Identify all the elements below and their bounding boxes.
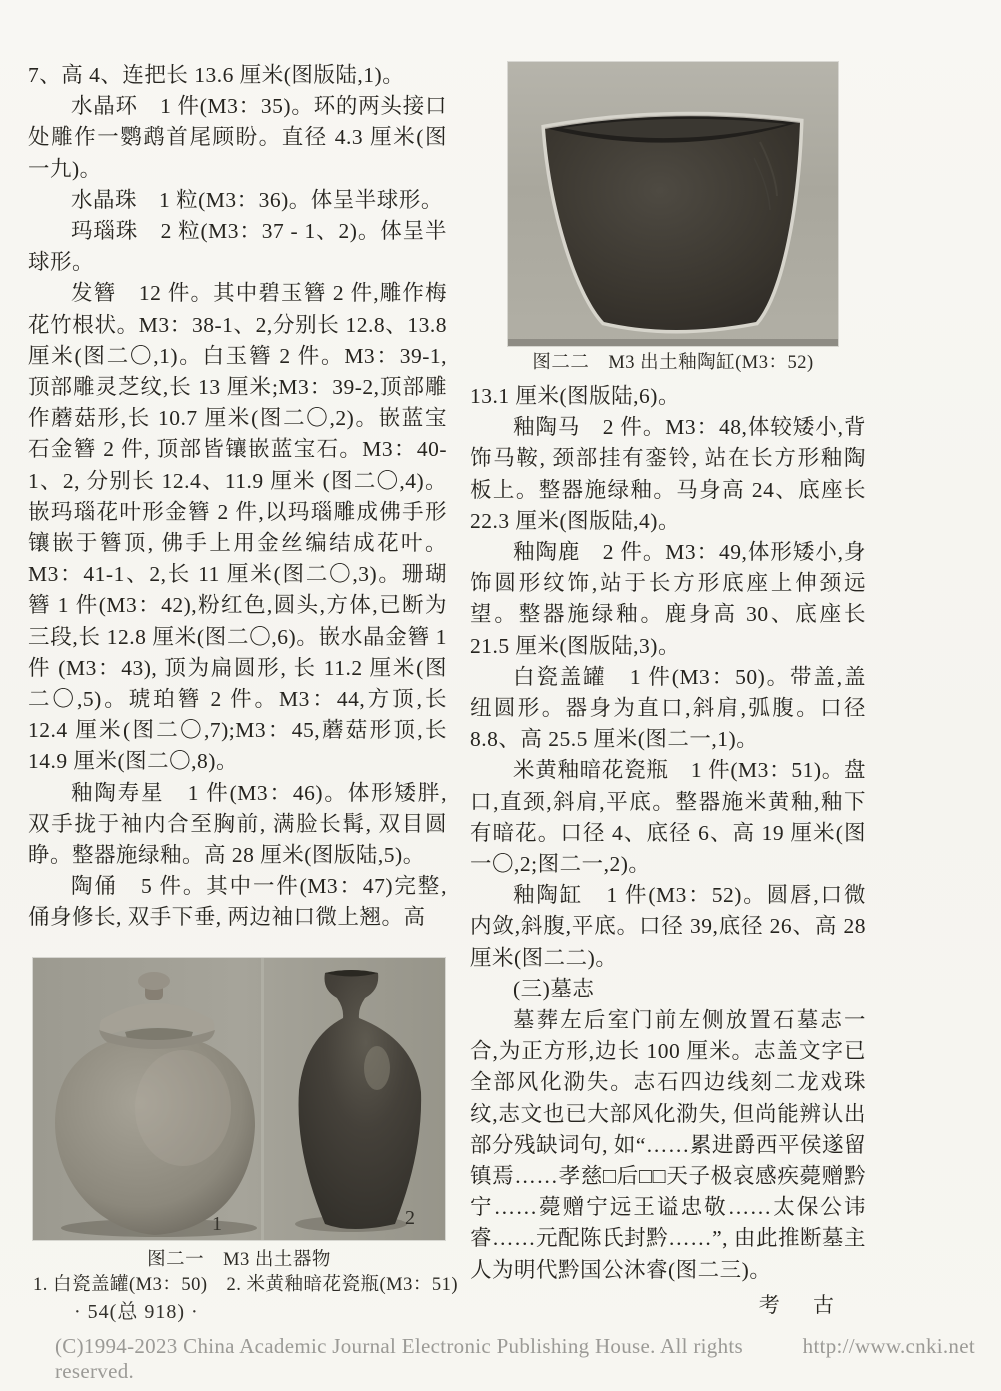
right-text-column <box>470 381 866 1321</box>
vase-highlight <box>364 1046 390 1090</box>
cnki-footer <box>55 1334 975 1384</box>
paragraph: 水晶珠 1 粒(M3：36)。体呈半球形。 <box>71 187 443 212</box>
footer-url: http://www.cnki.net <box>802 1334 975 1358</box>
paragraph: 陶俑 5 件。其中一件(M3：47)完整,俑身修长, 双手下垂, 两边袖口微上翘。高 <box>28 874 447 930</box>
paragraph: 发簪 12 件。其中碧玉簪 2 件,雕作梅花竹根状。M3：38-1、2,分别长 12.8、13.8 厘米(图二〇,1)。白玉簪 2 件。M3：39-1,顶部雕灵芝纹,长 13 厘米;M3：39-2,顶部雕作蘑菇形,长 10.7 厘米(图二〇,2)。嵌蓝宝石金簪 2 件, 顶部皆镶嵌蓝宝石。M3：40-1、2, 分别长 12.4、11.9 厘米 (图二〇,4)。嵌玛瑙花叶形金簪 2 件,以玛瑙雕成佛手形镶嵌于簪顶, 佛手上用金丝编结成花叶。M3：41-1、2,长 11 厘米(图二〇,3)。珊瑚簪 1 件(M3：42),粉红色,圆头,方体,已断为三段,长 12.8 厘米(图二〇,6)。嵌水晶金簪 1 件 (M3：43), 顶为扁圆形, 长 11.2 厘米(图二〇,5)。琥珀簪 2 件。M3：44,方顶,长 12.4 厘米(图二〇,7);M3：45,蘑菇形顶,长 14.9 厘米(图二〇,8)。 <box>28 281 447 774</box>
paragraph: 白瓷盖罐 1 件(M3：50)。带盖,盖纽圆形。器身为直口,斜肩,弧腹。口径 8.8、高 25.5 厘米(图二一,1)。 <box>470 664 866 752</box>
footer-copyright: (C)1994-2023 China Academic Journal Electronic Publishing House. All rights reserved. <box>55 1334 743 1383</box>
paragraph: 釉陶马 2 件。M3：48,体较矮小,背饰马鞍, 颈部挂有銮铃, 站在长方形釉陶板上。整器施绿釉。马身高 24、底座长 22.3 厘米(图版陆,4)。 <box>470 415 866 533</box>
paragraph: 米黄釉暗花瓷瓶 1 件(M3：51)。盘口,直颈,斜肩,平底。整器施米黄釉,釉下有暗花。口径 4、底径 6、高 19 厘米(图一〇,2;图二一,2)。 <box>470 758 866 877</box>
figure-22-caption: 图二二 M3 出土釉陶缸(M3：52) <box>532 353 814 373</box>
jar-knob <box>138 972 170 990</box>
figure-22 <box>508 62 838 375</box>
left-text-column <box>28 60 447 934</box>
photo-bottom-edge <box>508 339 838 346</box>
section-heading: (三)墓志 <box>513 976 595 1001</box>
paragraph: 7、高 4、连把长 13.6 厘米(图版陆,1)。 <box>28 63 405 87</box>
paragraph: 釉陶鹿 2 件。M3：49,体形矮小,身饰圆形纹饰,站于长方形底座上伸颈远望。整器施绿釉。鹿身高 30、底座长 21.5 厘米(图版陆,3)。 <box>470 540 866 658</box>
paragraph: 墓葬左后室门前左侧放置石墓志一合,为正方形,边长 100 厘米。志盖文字已全部风化泐失。志石四边线刻二龙戏珠纹,志文也已大部风化泐失, 但尚能辨认出部分残缺词句, 如“……累进爵西平侯遂留镇焉……孝慈□后□□天子极哀感疾薨赠黔宁……薨赠宁远王谥忠敬……太保公讳睿……元配陈氏封黔……”, 由此推断墓主人为明代黔国公沐睿(图二三)。 <box>470 1008 866 1282</box>
paragraph: 釉陶寿星 1 件(M3：46)。体形矮胖,双手拢于袖内合至胸前, 满脸长髯, 双目圆睁。整器施绿釉。高 28 厘米(图版陆,5)。 <box>28 780 447 868</box>
figure-21-caption-items: 1. 白瓷盖罐(M3：50) 2. 米黄釉暗花瓷瓶(M3：51) <box>33 1275 459 1295</box>
paragraph: 玛瑙珠 2 粒(M3：37 - 1、2)。体呈半球形。 <box>28 219 447 275</box>
page-number: · 54(总 918) · <box>74 1301 199 1323</box>
item-number-label: 2 <box>405 1207 415 1229</box>
figure-21 <box>33 958 459 1297</box>
vessels-photo <box>33 958 445 1240</box>
pottery-vat-photo <box>508 62 838 346</box>
item-number-label: 1 <box>212 1213 222 1235</box>
photo-fold-line <box>261 958 264 1240</box>
paragraph: 釉陶缸 1 件(M3：52)。圆唇,口微内敛,斜腹,平底。口径 39,底径 26、高 28 厘米(图二二)。 <box>470 883 866 970</box>
paragraph: 13.1 厘米(图版陆,6)。 <box>470 384 680 408</box>
journal-name: 考 古 <box>758 1292 848 1317</box>
paragraph: 水晶环 1 件(M3：35)。环的两头接口处雕作一鹦鹉首尾顾盼。直径 4.3 厘米(图一九)。 <box>28 94 447 181</box>
figure-21-caption-title: 图二一 M3 出土器物 <box>147 1250 331 1270</box>
jar-highlight <box>135 1050 231 1166</box>
